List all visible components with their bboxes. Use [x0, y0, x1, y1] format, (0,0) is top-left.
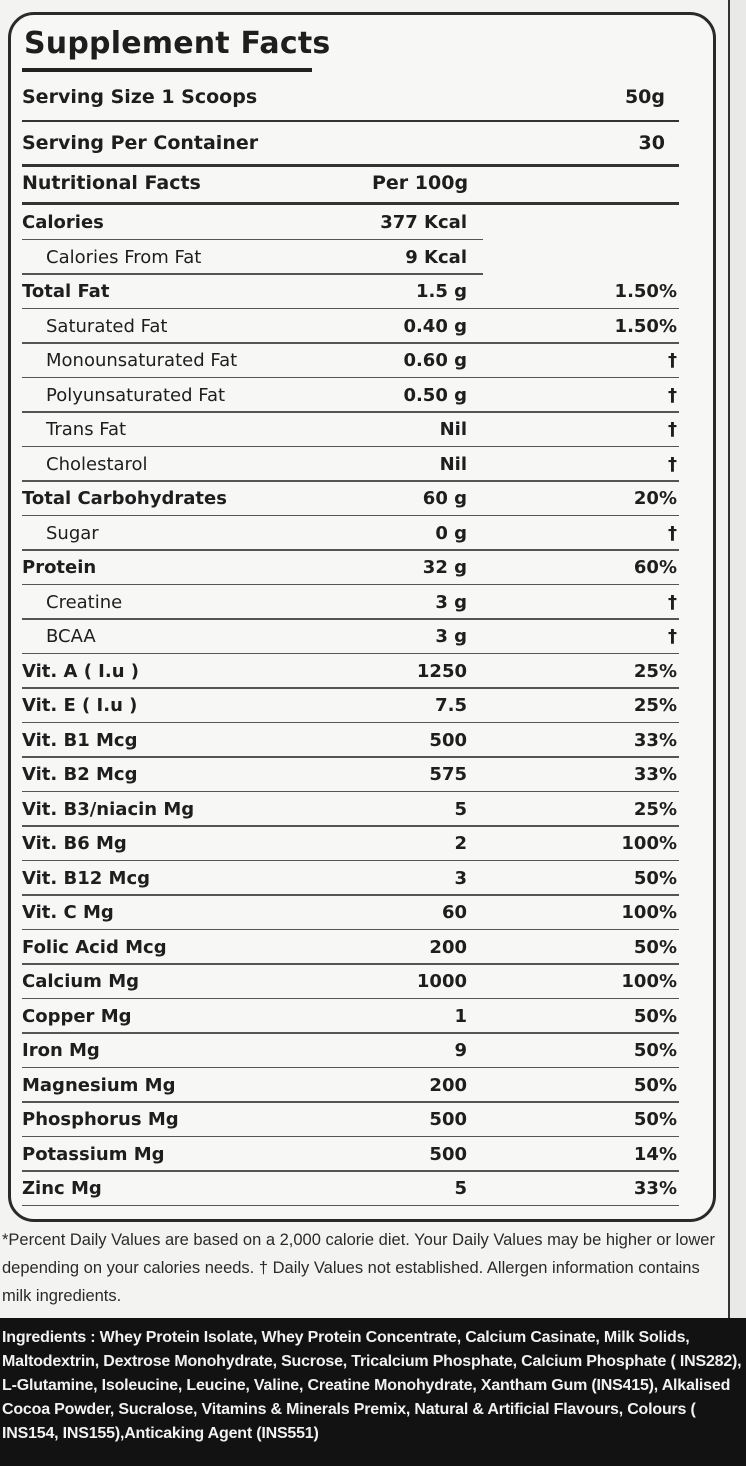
nutrient-row: [22, 413, 679, 447]
nutrient-amount: 1250: [416, 660, 467, 682]
nutrient-row: [22, 275, 679, 309]
serving-size-row: [22, 86, 679, 108]
nutrient-daily-value: 33%: [633, 1178, 677, 1199]
nutrient-row: [22, 827, 679, 861]
nutrient-row: [22, 862, 679, 896]
nutrient-row: [22, 965, 679, 999]
row-divider: [22, 1205, 679, 1207]
nutrient-daily-value: †: [668, 350, 677, 371]
nutrient-row: [22, 482, 679, 516]
label-edge: [728, 0, 746, 1320]
nutrient-amount: 3: [454, 867, 467, 889]
nutrient-name: Zinc Mg: [22, 1178, 102, 1199]
nutrient-name: Vit. B2 Mcg: [22, 764, 138, 785]
nutrient-row: [22, 689, 679, 723]
nutrient-name: Vit. E ( I.u ): [22, 695, 138, 716]
nutrient-name: Vit. B1 Mcg: [22, 729, 138, 751]
nutrient-row: [22, 931, 679, 965]
nutrient-row: [22, 758, 679, 792]
nutrient-amount: 60: [441, 902, 467, 923]
nutrient-row: [22, 517, 679, 551]
nutrient-name: Vit. B6 Mg: [22, 833, 127, 854]
nutrient-name: Creatine: [46, 591, 123, 613]
nutrient-daily-value: 33%: [633, 729, 677, 751]
nutrient-daily-value: 25%: [633, 798, 677, 820]
nutrient-daily-value: 1.50%: [614, 281, 677, 302]
nutrient-row: [22, 1172, 679, 1206]
nutrient-daily-value: †: [668, 453, 677, 475]
nutrient-daily-value: 25%: [633, 695, 677, 716]
nutrient-row: [22, 1138, 679, 1172]
nutrient-name: Phosphorus Mg: [22, 1109, 179, 1130]
nutrient-amount: 500: [429, 1109, 467, 1130]
serving-size-value: 50g: [624, 86, 665, 108]
nutrient-amount: 575: [429, 764, 467, 785]
nutrient-name: Vit. B3/niacin Mg: [22, 798, 195, 820]
nutrient-name: Trans Fat: [46, 419, 127, 440]
nutrient-daily-value: †: [668, 626, 677, 647]
nutrient-name: Vit. C Mg: [22, 902, 114, 923]
nutrient-daily-value: 1.50%: [614, 315, 677, 337]
panel-title: Supplement Facts: [24, 26, 331, 61]
nutrient-row: [22, 344, 679, 378]
nutrient-row: [22, 655, 679, 689]
nutrient-daily-value: 25%: [633, 660, 677, 682]
nutrient-name: Calcium Mg: [22, 971, 139, 992]
nutrient-row: [22, 241, 679, 275]
nutrient-name: Polyunsaturated Fat: [46, 384, 226, 406]
nutrient-amount: 3 g: [435, 626, 467, 647]
nutrient-amount: 0.60 g: [403, 350, 467, 371]
nutrient-amount: 5: [454, 798, 467, 820]
nutrient-daily-value: 50%: [633, 1040, 677, 1061]
nutrient-name: Protein: [22, 557, 97, 578]
nutrient-row: [22, 310, 679, 344]
servings-per-container-value: 30: [638, 132, 665, 154]
nutrient-name: Monounsaturated Fat: [46, 350, 238, 371]
divider-thick: [22, 164, 679, 167]
nutrient-row: [22, 724, 679, 758]
table-header-label: Nutritional Facts: [22, 172, 201, 194]
nutrient-row: [22, 1000, 679, 1034]
nutrient-daily-value: †: [668, 384, 677, 406]
nutrient-daily-value: 50%: [633, 867, 677, 889]
nutrient-name: Magnesium Mg: [22, 1074, 176, 1096]
nutrient-row: [22, 379, 679, 413]
nutrient-row: [22, 1069, 679, 1103]
servings-per-container-row: [22, 132, 679, 154]
nutrient-amount: 0.50 g: [403, 384, 467, 406]
nutrient-amount: 3 g: [435, 591, 467, 613]
nutrient-amount: 500: [429, 1143, 467, 1165]
nutrient-amount: 500: [429, 729, 467, 751]
nutrient-amount: Nil: [439, 453, 467, 475]
nutrient-row: [22, 896, 679, 930]
nutrient-name: Calories: [22, 212, 104, 233]
nutrient-name: Total Carbohydrates: [22, 488, 227, 509]
nutrient-amount: Nil: [439, 419, 467, 440]
nutrient-amount: 377 Kcal: [380, 212, 467, 233]
nutrient-name: Potassium Mg: [22, 1143, 165, 1165]
nutrient-amount: 9: [454, 1040, 467, 1061]
nutrient-amount: 1: [454, 1005, 467, 1027]
nutrient-row: [22, 551, 679, 585]
nutrient-row: [22, 448, 679, 482]
nutrient-amount: 9 Kcal: [405, 246, 467, 268]
nutrient-daily-value: 50%: [633, 1074, 677, 1096]
nutrient-daily-value: †: [668, 591, 677, 613]
nutrient-name: Folic Acid Mcg: [22, 936, 167, 958]
nutrient-row: [22, 1103, 679, 1137]
nutrient-name: Total Fat: [22, 281, 110, 302]
nutrient-amount: 32 g: [422, 557, 467, 578]
nutrient-row: [22, 793, 679, 827]
nutrient-row: [22, 206, 679, 240]
divider-thick: [22, 202, 679, 205]
nutrient-amount: 1000: [416, 971, 467, 992]
nutrient-daily-value: 100%: [621, 902, 677, 923]
divider: [22, 120, 679, 122]
nutrient-daily-value: 33%: [633, 764, 677, 785]
nutrient-name: Calories From Fat: [46, 246, 202, 268]
nutrient-name: Iron Mg: [22, 1040, 100, 1061]
nutrient-daily-value: †: [668, 419, 677, 440]
nutrient-daily-value: 100%: [621, 971, 677, 992]
table-header-row: [22, 172, 679, 194]
nutrient-row: [22, 620, 679, 654]
ingredients-block: Ingredients : Whey Protein Isolate, Whey Protein Concentrate, Calcium Casinate, Milk Solids, Maltodextrin, Dextrose Monohydrate, Sucrose, Tricalcium Phosphate, Calcium Phosphate ( INS282), L-Glutamine, Isoleucine, Leucine, Valine, Creatine Monohydrate, Xantham Gum (INS415), Alkalised Cocoa Powder, Sucralose, Vitamins & Minerals Premix, Natural & Artificial Flavours, Colours ( INS154, INS155),Anticaking Agent (INS551): [0, 1318, 746, 1466]
nutrient-name: Vit. B12 Mcg: [22, 867, 150, 889]
nutrient-daily-value: †: [668, 522, 677, 544]
nutrient-amount: 60 g: [422, 488, 467, 509]
nutrient-amount: 200: [429, 1074, 467, 1096]
nutrient-daily-value: 60%: [633, 557, 677, 578]
nutrient-daily-value: 100%: [621, 833, 677, 854]
nutrient-amount: 200: [429, 936, 467, 958]
nutrient-name: Vit. A ( I.u ): [22, 660, 140, 682]
nutrient-daily-value: 50%: [633, 936, 677, 958]
nutrient-amount: 1.5 g: [415, 281, 467, 302]
nutrient-amount: 5: [454, 1178, 467, 1199]
nutrient-amount: 2: [454, 833, 467, 854]
nutrient-daily-value: 14%: [633, 1143, 677, 1165]
nutrient-name: BCAA: [46, 626, 96, 647]
footnote: *Percent Daily Values are based on a 2,000 calorie diet. Your Daily Values may be higher or lower depending on your calories needs. † Daily Values not established. Allergen information contains milk ingredients.: [2, 1231, 715, 1305]
nutrient-amount: 7.5: [435, 695, 467, 716]
nutrient-name: Copper Mg: [22, 1005, 132, 1027]
nutrient-name: Cholestarol: [46, 453, 148, 475]
nutrient-daily-value: 50%: [633, 1109, 677, 1130]
title-underline: [22, 68, 312, 72]
nutrient-amount: 0.40 g: [403, 315, 467, 337]
nutrient-name: Saturated Fat: [46, 315, 168, 337]
nutrient-amount: 0 g: [435, 522, 467, 544]
servings-per-container-label: Serving Per Container: [22, 132, 259, 154]
nutrient-name: Sugar: [46, 522, 99, 544]
nutrient-daily-value: 20%: [633, 488, 677, 509]
table-header-amount: Per 100g: [372, 172, 469, 194]
nutrient-row: [22, 586, 679, 620]
nutrient-row: [22, 1034, 679, 1068]
nutrient-daily-value: 50%: [633, 1005, 677, 1027]
serving-size-label: Serving Size 1 Scoops: [22, 86, 258, 108]
